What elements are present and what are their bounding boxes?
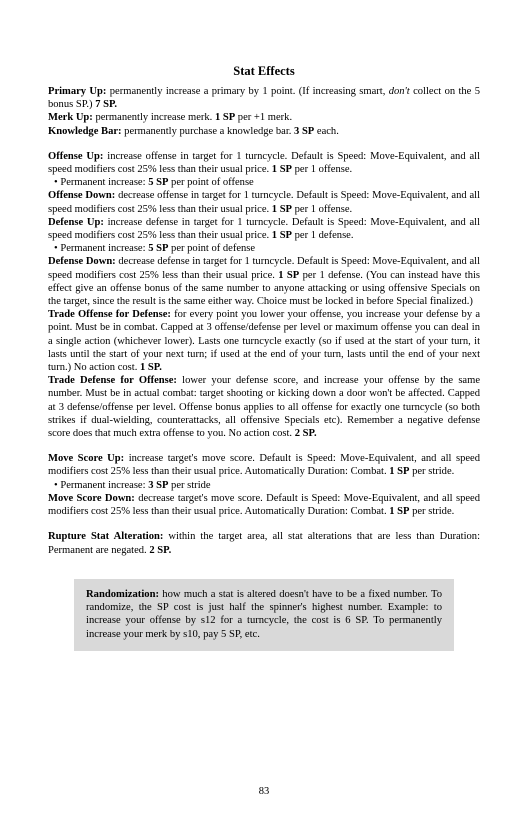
trade-offense-for-defense-entry: Trade Offense for Defense: for every point you lower your offense, you increase your defense by a point. Must be in combat. Capped at 3 offense/defense per level or maximum offense you can deal in a single action (whichever lower). Lasts one turncycle exactly (so if used at the start of your turn, it lasts until the start of your next turn; if used at the end of your turn, lasts until the end of your next turn.) No action cost. 1 SP. bbox=[48, 309, 481, 374]
offense-down-entry: Offense Down: decrease offense in target for 1 turncycle. Default is Speed: Move-Equivalent, and all speed modifiers cost 25% less than their usual price. 1 SP per 1 offense. bbox=[48, 190, 480, 215]
trade-defense-for-offense-entry: Trade Defense for Offense: lower your defense score, and increase your offense by the same number. Must be in actual combat: target shooting or kicking down a door won't be affected. Capped at 3 defense/offense per level. Offense bonus applies to all offense for exactly one turncycle (so both strikes if dual-wielding, counterattacks, all offensive Specials etc). Remember a negative defense score does that much extra offense to you. No action cost. 2 SP. bbox=[48, 375, 480, 440]
merk-up-entry: Merk Up: permanently increase merk. 1 SP per +1 merk. bbox=[48, 112, 293, 124]
primary-up-entry: Primary Up: permanently increase a primary by 1 point. (If increasing smart, don't collect on the 5 bonus SP.) 7 SP. bbox=[48, 86, 480, 111]
rupture-stat-alteration-entry: Rupture Stat Alteration: within the target area, all stat alterations that are less than Duration: Permanent are negated. 2 SP. bbox=[48, 531, 480, 556]
move-up-permanent-bullet: • Permanent increase: 3 SP per stride bbox=[54, 479, 211, 491]
defense-up-entry: Defense Up: increase defense in target for 1 turncycle. Default is Speed: Move-Equivalent, and all speed modifiers cost 25% less than their usual price. 1 SP per 1 defense. bbox=[48, 216, 480, 242]
page-title: Stat Effects bbox=[233, 64, 295, 78]
knowledge-bar-entry: Knowledge Bar: permanently purchase a knowledge bar. 3 SP each. bbox=[48, 125, 339, 137]
offense-up-permanent-bullet: • Permanent increase: 5 SP per point of offense bbox=[54, 177, 254, 189]
page-number: 83 bbox=[258, 786, 270, 797]
spacer bbox=[48, 440, 480, 452]
spacer bbox=[48, 518, 480, 530]
move-score-down-entry: Move Score Down: decrease target's move score. Default is Speed: Move-Equivalent, and all speed modifiers cost 25% less than their usual price. Automatically Duration: Combat. 1 SP per stride. bbox=[48, 492, 480, 518]
spacer bbox=[48, 138, 480, 150]
defense-down-entry: Defense Down: decrease defense in target for 1 turncycle. Default is Speed: Move-Equivalent, and all speed modifiers cost 25% less than their usual price. 1 SP per 1 defense. (You can instead have this effect give an offense bonus of the same number to anyone attacking or using offensive Specials on the target, since the result is the same either way. Choice must be locked in before Special finalized.) bbox=[48, 256, 480, 308]
randomization-note-box bbox=[74, 579, 454, 651]
offense-up-entry: Offense Up: increase offense in target for 1 turncycle. Default is Speed: Move-Equivalent, and all speed modifiers cost 25% less than their usual price. 1 SP per 1 offense. bbox=[48, 150, 480, 176]
randomization-note-text: Randomization: how much a stat is altered doesn't have to be a fixed number. To randomize, the SP cost is just half the spinner's highest number. Example: to increase your offense by s12 for a turncycle, the cost is 6 SP. To permanently increase your merk by s10, pay 5 SP, etc. bbox=[86, 588, 442, 640]
move-score-up-entry: Move Score Up: increase target's move score. Default is Speed: Move-Equivalent, and all speed modifiers cost 25% less than their usual price. Automatically Duration: Combat. 1 SP per stride. bbox=[48, 453, 480, 478]
page-body bbox=[48, 64, 480, 651]
defense-up-permanent-bullet: • Permanent increase: 5 SP per point of defense bbox=[54, 243, 256, 255]
